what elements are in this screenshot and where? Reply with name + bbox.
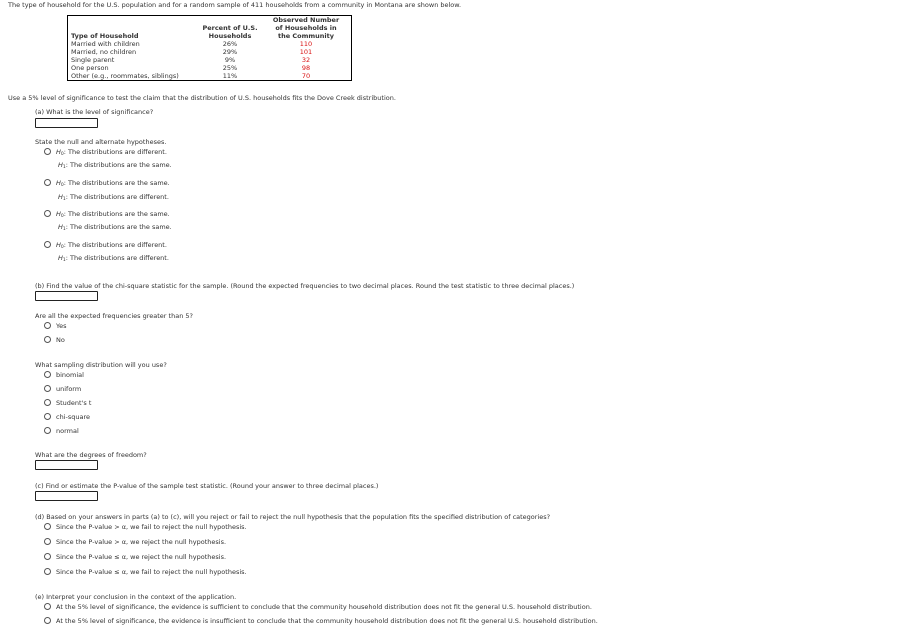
cell-type: Married with children [71,40,140,48]
radio-button[interactable] [44,523,51,530]
radio-button[interactable] [44,371,51,378]
cell-type: Married, no children [71,48,137,56]
radio-button[interactable] [44,241,51,248]
radio-button[interactable] [44,210,51,217]
cell-type: One person [71,64,109,72]
radio-button[interactable] [44,322,51,329]
cell-observed: 98 [301,64,311,72]
distribution-option-students-t[interactable]: Student's t [44,399,91,407]
conclusion-option-1[interactable]: At the 5% level of significance, the evidence is sufficient to conclude that the community household distribution does not fit the general U.S. household distribution. [44,603,592,611]
cell-percent: 26% [222,40,238,48]
cell-observed: 101 [299,48,313,56]
radio-button[interactable] [44,399,51,406]
df-prompt: What are the degrees of freedom? [35,451,147,459]
intro-text: The type of household for the U.S. population and for a random sample of 411 households from a community in Montana are shown below. [8,1,462,9]
distribution-option-normal[interactable]: normal [44,427,79,435]
chi-square-input[interactable] [35,291,98,301]
conclusion-option-2[interactable]: At the 5% level of significance, the evidence is insufficient to conclude that the community household distribution does not fit the general U.S. household distribution. [44,617,598,625]
hypothesis-prompt: State the null and alternate hypotheses. [35,138,167,146]
cell-observed: 32 [301,56,311,64]
table-row [68,72,352,81]
table-row [68,64,352,72]
decision-option-1[interactable]: Since the P-value > α, we fail to reject the null hypothesis. [44,523,247,531]
distribution-option-uniform[interactable]: uniform [44,385,81,393]
radio-button[interactable] [44,385,51,392]
part-e-question: (e) Interpret your conclusion in the context of the application. [35,593,237,601]
radio-button[interactable] [44,427,51,434]
expected-option-yes[interactable]: Yes [44,322,67,330]
table-header-row [68,16,352,41]
table-row [68,48,352,56]
part-a-question: (a) What is the level of significance? [35,108,154,116]
cell-observed: 70 [301,72,311,80]
table-row [68,40,352,48]
cell-type: Single parent [71,56,115,64]
radio-button[interactable] [44,568,51,575]
distribution-option-binomial[interactable]: binomial [44,371,84,379]
part-d-question: (d) Based on your answers in parts (a) to (c), will you reject or fail to reject the null hypothesis that the population fits the specified distribution of categories? [35,513,551,521]
decision-option-2[interactable]: Since the P-value > α, we reject the null hypothesis. [44,538,226,546]
hypothesis-option-2-alt: $H_1$: The distributions are different. [58,193,169,202]
radio-button[interactable] [44,148,51,155]
cell-type: Other (e.g., roommates, siblings) [71,72,179,80]
hypothesis-option-1-alt: $H_1$: The distributions are the same. [58,161,172,170]
radio-button[interactable] [44,413,51,420]
degrees-of-freedom-input[interactable] [35,460,98,470]
hypothesis-option-2[interactable]: $H_0$: The distributions are the same. [44,179,170,188]
hypothesis-option-4[interactable]: $H_0$: The distributions are different. [44,241,167,250]
cell-percent: 25% [222,64,238,72]
household-table [67,15,352,81]
header-percent: Percent of U.S. Households [202,24,258,40]
table-row [68,56,352,64]
cell-percent: 9% [224,56,236,64]
significance-input[interactable] [35,118,98,128]
radio-button[interactable] [44,553,51,560]
radio-button[interactable] [44,336,51,343]
instruction-text: Use a 5% level of significance to test the claim that the distribution of U.S. households fits the Dove Creek distribution. [8,94,396,102]
cell-observed: 110 [299,40,313,48]
hypothesis-option-4-alt: $H_1$: The distributions are different. [58,254,169,263]
decision-option-3[interactable]: Since the P-value ≤ α, we reject the null hypothesis. [44,553,226,561]
radio-button[interactable] [44,617,51,624]
hypothesis-option-3-alt: $H_1$: The distributions are the same. [58,223,172,232]
radio-button[interactable] [44,179,51,186]
radio-button[interactable] [44,603,51,610]
distribution-prompt: What sampling distribution will you use? [35,361,167,369]
expected-prompt: Are all the expected frequencies greater than 5? [35,312,193,320]
cell-percent: 29% [222,48,238,56]
p-value-input[interactable] [35,491,98,501]
part-c-question: (c) Find or estimate the P-value of the sample test statistic. (Round your answer to three decimal places.) [35,482,379,490]
cell-percent: 11% [222,72,238,80]
distribution-option-chi-square[interactable]: chi-square [44,413,90,421]
header-observed: Observed Number of Households in the Community [272,16,340,40]
decision-option-4[interactable]: Since the P-value ≤ α, we fail to reject the null hypothesis. [44,568,247,576]
hypothesis-option-1[interactable]: $H_0$: The distributions are different. [44,148,167,157]
expected-option-no[interactable]: No [44,336,65,344]
part-b-question: (b) Find the value of the chi-square statistic for the sample. (Round the expected frequencies to two decimal places. Round the test statistic to three decimal places.) [35,282,575,290]
header-type: Type of Household [71,32,139,40]
hypothesis-option-3[interactable]: $H_0$: The distributions are the same. [44,210,170,219]
radio-button[interactable] [44,538,51,545]
